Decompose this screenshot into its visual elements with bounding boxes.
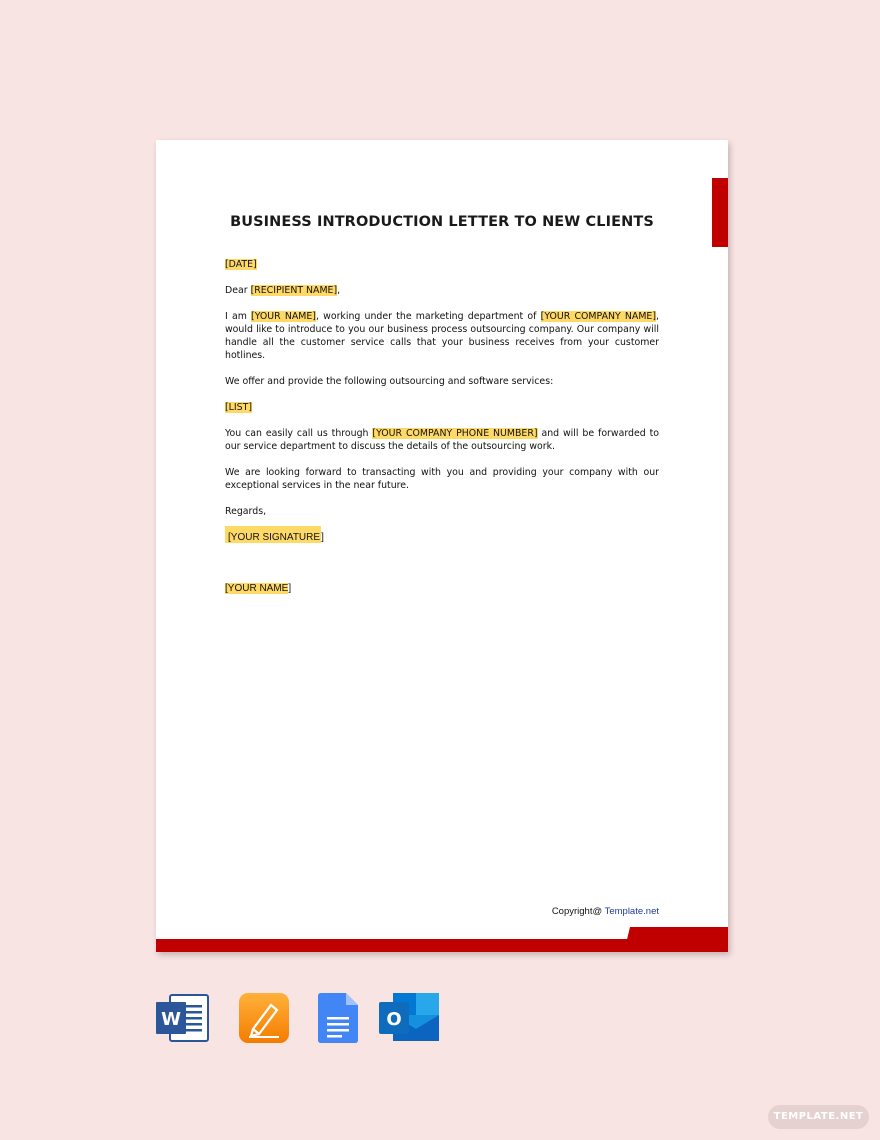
phone-placeholder: [YOUR COMPANY PHONE NUMBER] xyxy=(372,428,538,439)
name-bracket-close: ] xyxy=(288,583,292,594)
letter-page xyxy=(156,140,728,952)
signature-placeholder: YOUR SIGNATURE xyxy=(230,532,321,543)
intro-text-b: , working under the marketing department of xyxy=(315,311,541,322)
recipient-placeholder: [RECIPIENT NAME] xyxy=(250,285,338,296)
paragraph-closing: We are looking forward to transacting with you and providing your company with our exceptional services in the near future. xyxy=(225,467,659,491)
copyright-prefix: Copyright@ xyxy=(551,906,605,917)
signature-line xyxy=(225,531,659,544)
salutation xyxy=(225,284,659,297)
name-bracket-open: [ xyxy=(225,583,228,594)
signature-bracket-open: [ xyxy=(228,532,231,543)
salutation-suffix: , xyxy=(337,285,341,296)
company-name-placeholder: [YOUR COMPANY NAME] xyxy=(540,311,657,322)
red-corner-tab xyxy=(712,178,728,247)
closing-line: Regards, xyxy=(225,506,267,517)
paragraph-services: We offer and provide the following outsourcing and software services: xyxy=(225,376,554,387)
template-net-badge[interactable]: TEMPLATE.NET xyxy=(768,1105,869,1129)
salutation-prefix: Dear xyxy=(225,285,251,296)
copyright-line xyxy=(552,906,659,917)
outlook-icon[interactable] xyxy=(379,993,439,1048)
printed-name-placeholder: YOUR NAME xyxy=(227,583,289,594)
template-link[interactable]: Template.net xyxy=(604,906,659,917)
contact-text-b: and will be forwarded to our service department to discuss the details of the outsourcing work. xyxy=(225,428,660,452)
your-name-placeholder: [YOUR NAME] xyxy=(251,311,316,322)
outlook-letter: O xyxy=(386,1009,402,1030)
date-placeholder: [DATE] xyxy=(225,259,257,270)
printed-name-line xyxy=(225,582,659,595)
pages-icon[interactable] xyxy=(239,993,289,1048)
google-docs-icon[interactable] xyxy=(318,993,358,1048)
list-placeholder: [LIST] xyxy=(225,402,252,413)
letter-body xyxy=(225,258,659,595)
footer-red-bar xyxy=(156,927,728,952)
contact-text-a: You can easily call us through xyxy=(225,428,373,439)
signature-bracket-close: ] xyxy=(321,532,324,543)
word-icon[interactable] xyxy=(156,993,210,1048)
intro-text-c: , would like to introduce to you our business process outsourcing company. Our company will handle all the customer service calls that your business receives from your customer hotlines. xyxy=(225,311,660,361)
word-letter: W xyxy=(161,1009,181,1030)
paragraph-contact xyxy=(225,427,659,453)
paragraph-intro xyxy=(225,310,659,362)
date-line xyxy=(225,258,659,271)
letter-title: BUSINESS INTRODUCTION LETTER TO NEW CLIENTS xyxy=(230,214,654,230)
list-line xyxy=(225,401,659,414)
signature-block xyxy=(225,531,659,595)
intro-text-a: I am xyxy=(225,311,252,322)
